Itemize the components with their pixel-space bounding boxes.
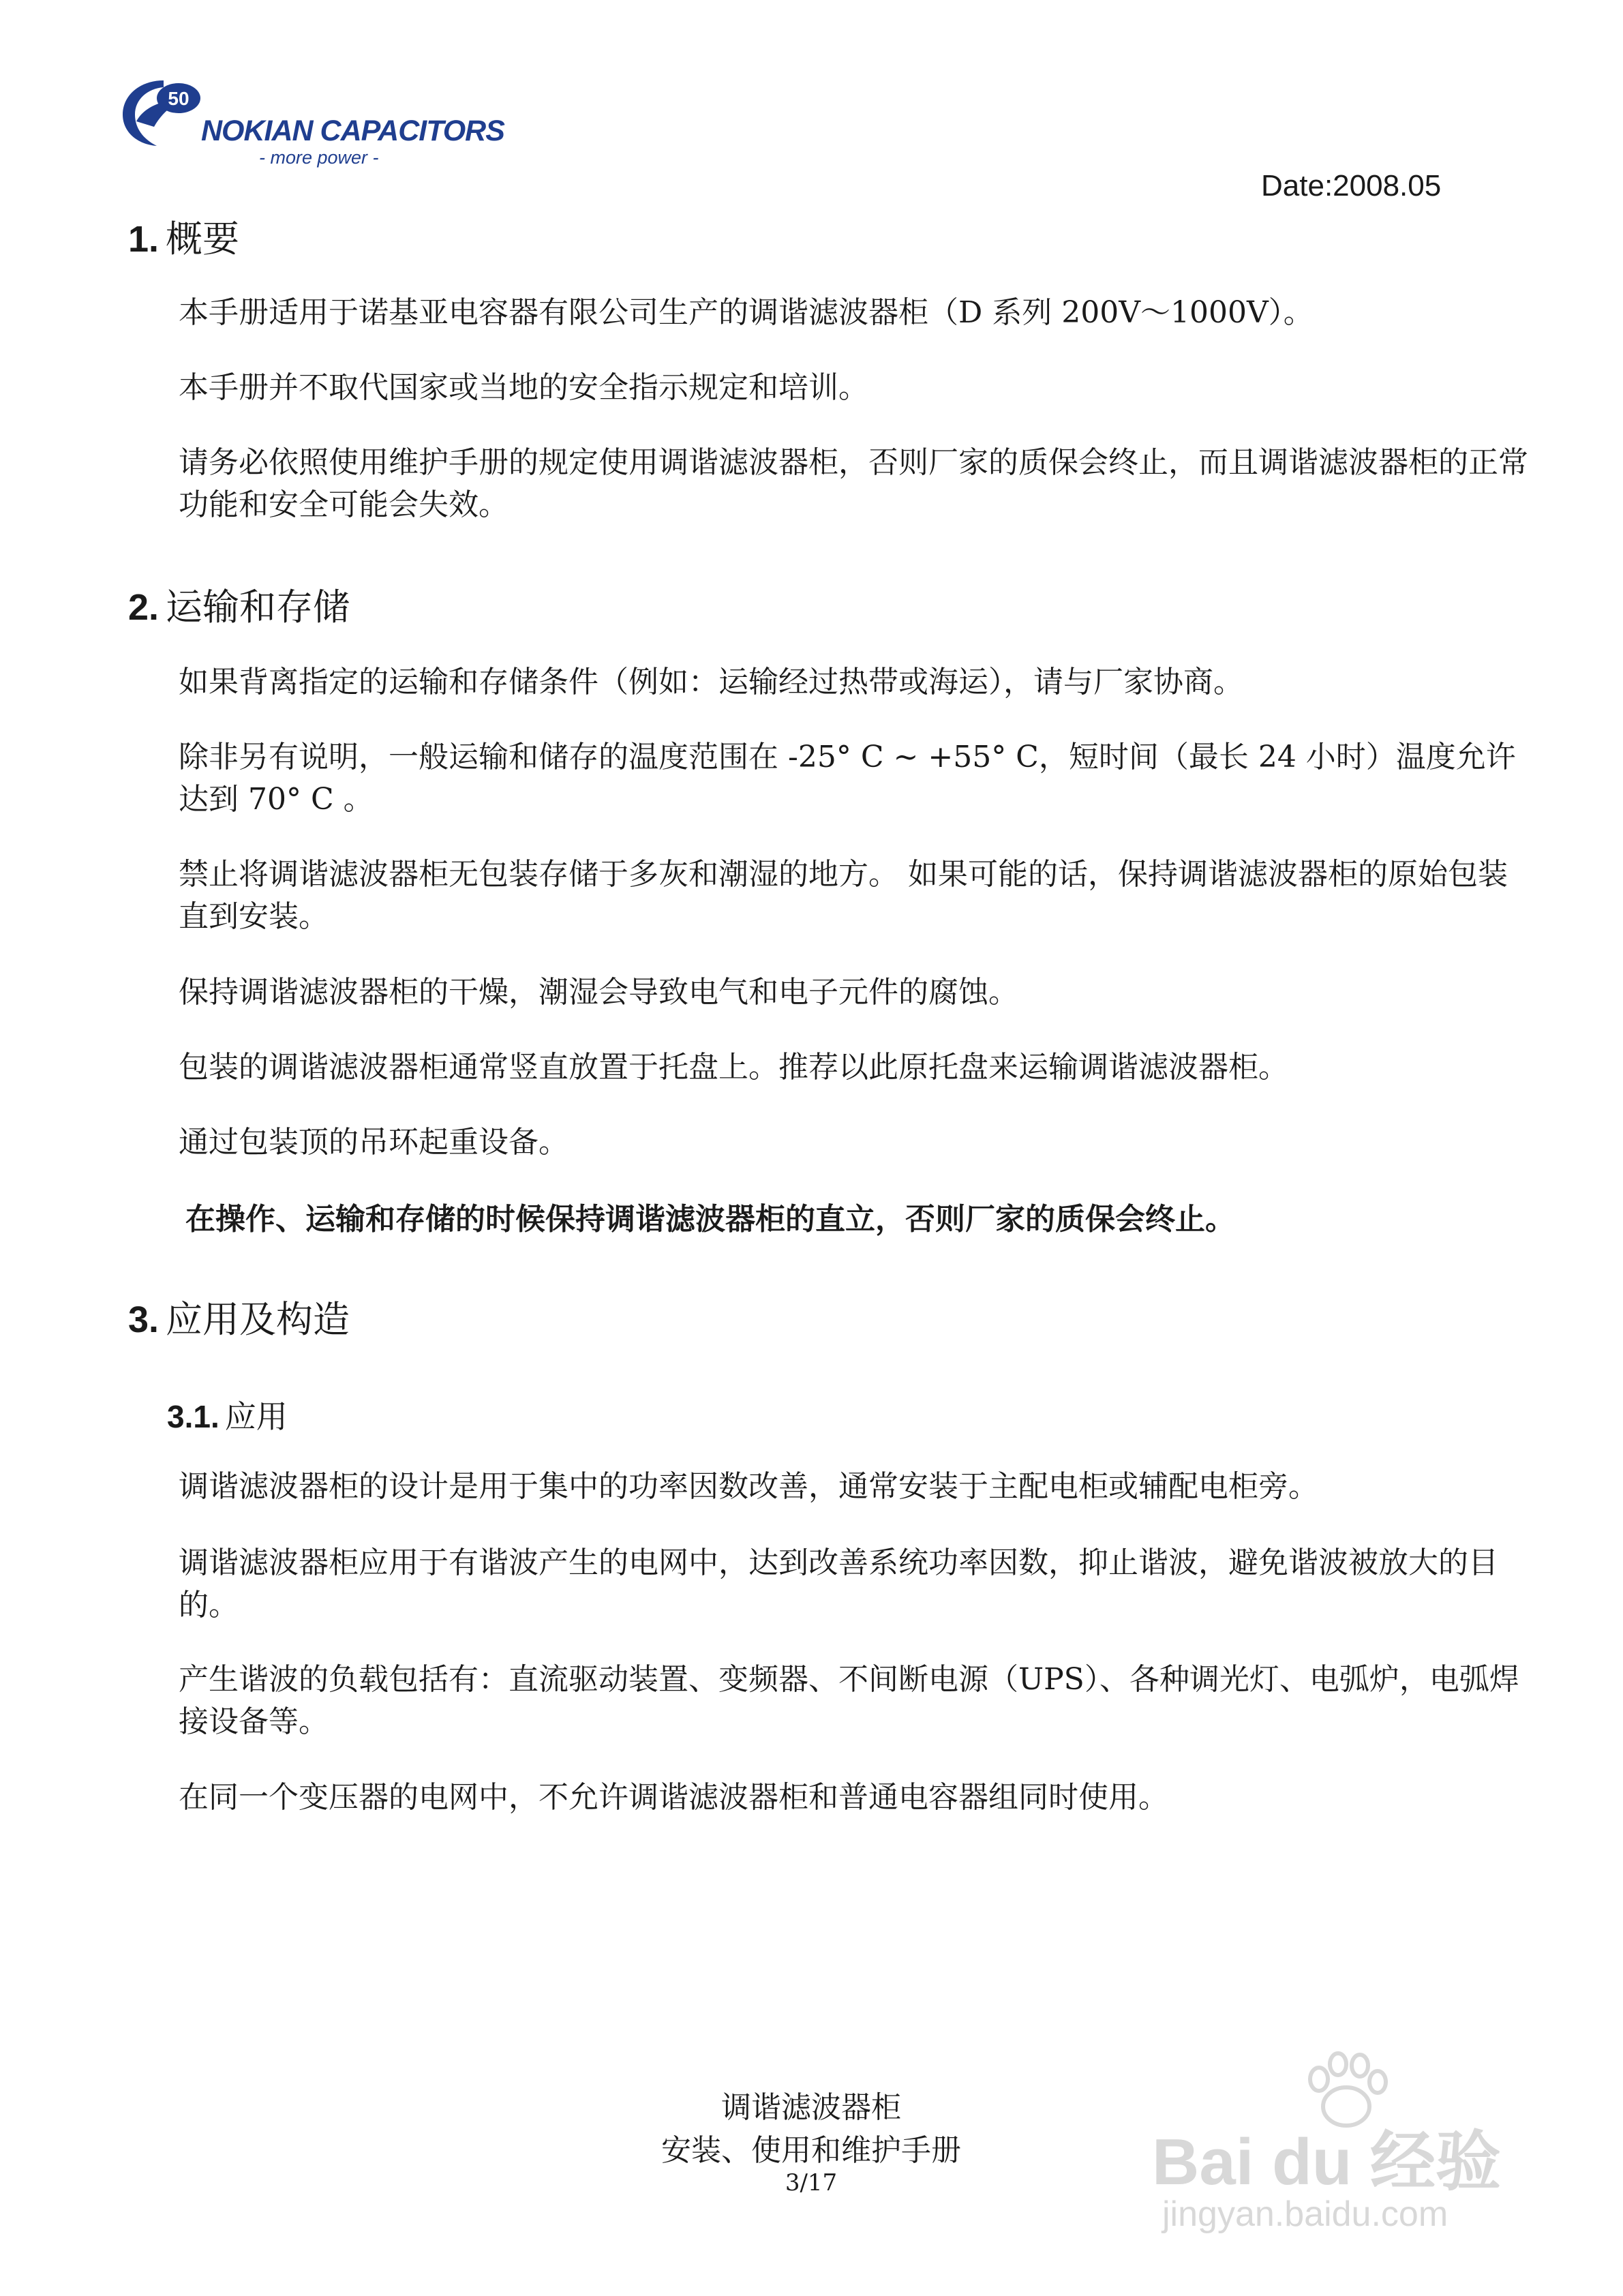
logo-brand-text: NOKIAN CAPACITORS (201, 115, 504, 147)
paragraph: 通过包装顶的吊环起重设备。 (179, 1125, 568, 1160)
paragraph: 包装的调谐滤波器柜通常竖直放置于托盘上。推荐以此原托盘来运输调谐滤波器柜。 (179, 1050, 1288, 1085)
logo-badge-text: 50 (168, 88, 189, 109)
watermark-brand: Bai du 经验 (1152, 2126, 1502, 2199)
section-2-heading (128, 578, 350, 631)
section-title: 应用 (224, 1399, 288, 1434)
paragraph: 调谐滤波器柜应用于有谐波产生的电网中，达到改善系统功率因数，抑止谐波，避免谐波被放大的目的。 (179, 1545, 1498, 1622)
watermark-url: jingyan.baidu.com (1162, 2194, 1448, 2234)
company-logo (116, 68, 525, 177)
section-3-1-heading (167, 1392, 288, 1437)
section-number: 1. (128, 219, 160, 260)
section-3-heading (128, 1290, 350, 1343)
paragraph: 调谐滤波器柜的设计是用于集中的功率因数改善，通常安装于主配电柜或辅配电柜旁。 (179, 1469, 1318, 1504)
paragraph: 如果背离指定的运输和存储条件（例如：运输经过热带或海运），请与厂家协商。 (179, 665, 1243, 699)
paragraph: 本手册并不取代国家或当地的安全指示规定和培训。 (179, 370, 868, 405)
footer-title: 调谐滤波器柜 (721, 2090, 901, 2125)
warning-paragraph: 在操作、运输和存储的时候保持调谐滤波器柜的直立，否则厂家的质保会终止。 (185, 1202, 1235, 1237)
paragraph: 产生谐波的负载包括有：直流驱动装置、变频器、不间断电源（UPS）、各种调光灯、电弧炉，电弧焊接设备等。 (179, 1662, 1519, 1739)
footer-subtitle: 安装、使用和维护手册 (661, 2133, 961, 2168)
paragraph: 在同一个变压器的电网中，不允许调谐滤波器柜和普通电容器组同时使用。 (179, 1780, 1168, 1815)
section-title: 概要 (166, 219, 240, 260)
section-number: 3.1. (167, 1399, 219, 1434)
section-1-heading (128, 210, 239, 262)
paragraph: 禁止将调谐滤波器柜无包装存储于多灰和潮湿的地方。 如果可能的话，保持调谐滤波器柜的原始包装直到安装。 (179, 857, 1508, 934)
logo-tagline: - more power - (259, 147, 379, 168)
document-date: Date:2008.05 (1261, 169, 1442, 202)
section-number: 2. (128, 587, 160, 628)
logo-swirl-icon (116, 68, 211, 157)
paragraph: 本手册适用于诺基亚电容器有限公司生产的调谐滤波器柜（D 系列 200V～1000V）。 (179, 295, 1314, 330)
baidu-watermark (1152, 2045, 1561, 2250)
section-number: 3. (128, 1299, 160, 1340)
section-title: 运输和存储 (166, 587, 350, 628)
page-number: 3/17 (785, 2169, 838, 2196)
paragraph: 除非另有说明，一般运输和储存的温度范围在 -25° C ~ +55° C，短时间（最长 24 小时）温度允许达到 70° C 。 (179, 740, 1516, 817)
paragraph: 请务必依照使用维护手册的规定使用调谐滤波器柜，否则厂家的质保会终止，而且调谐滤波器柜的正常功能和安全可能会失效。 (179, 445, 1528, 522)
paragraph: 保持调谐滤波器柜的干燥，潮湿会导致电气和电子元件的腐蚀。 (179, 975, 1018, 1010)
section-title: 应用及构造 (166, 1299, 350, 1340)
